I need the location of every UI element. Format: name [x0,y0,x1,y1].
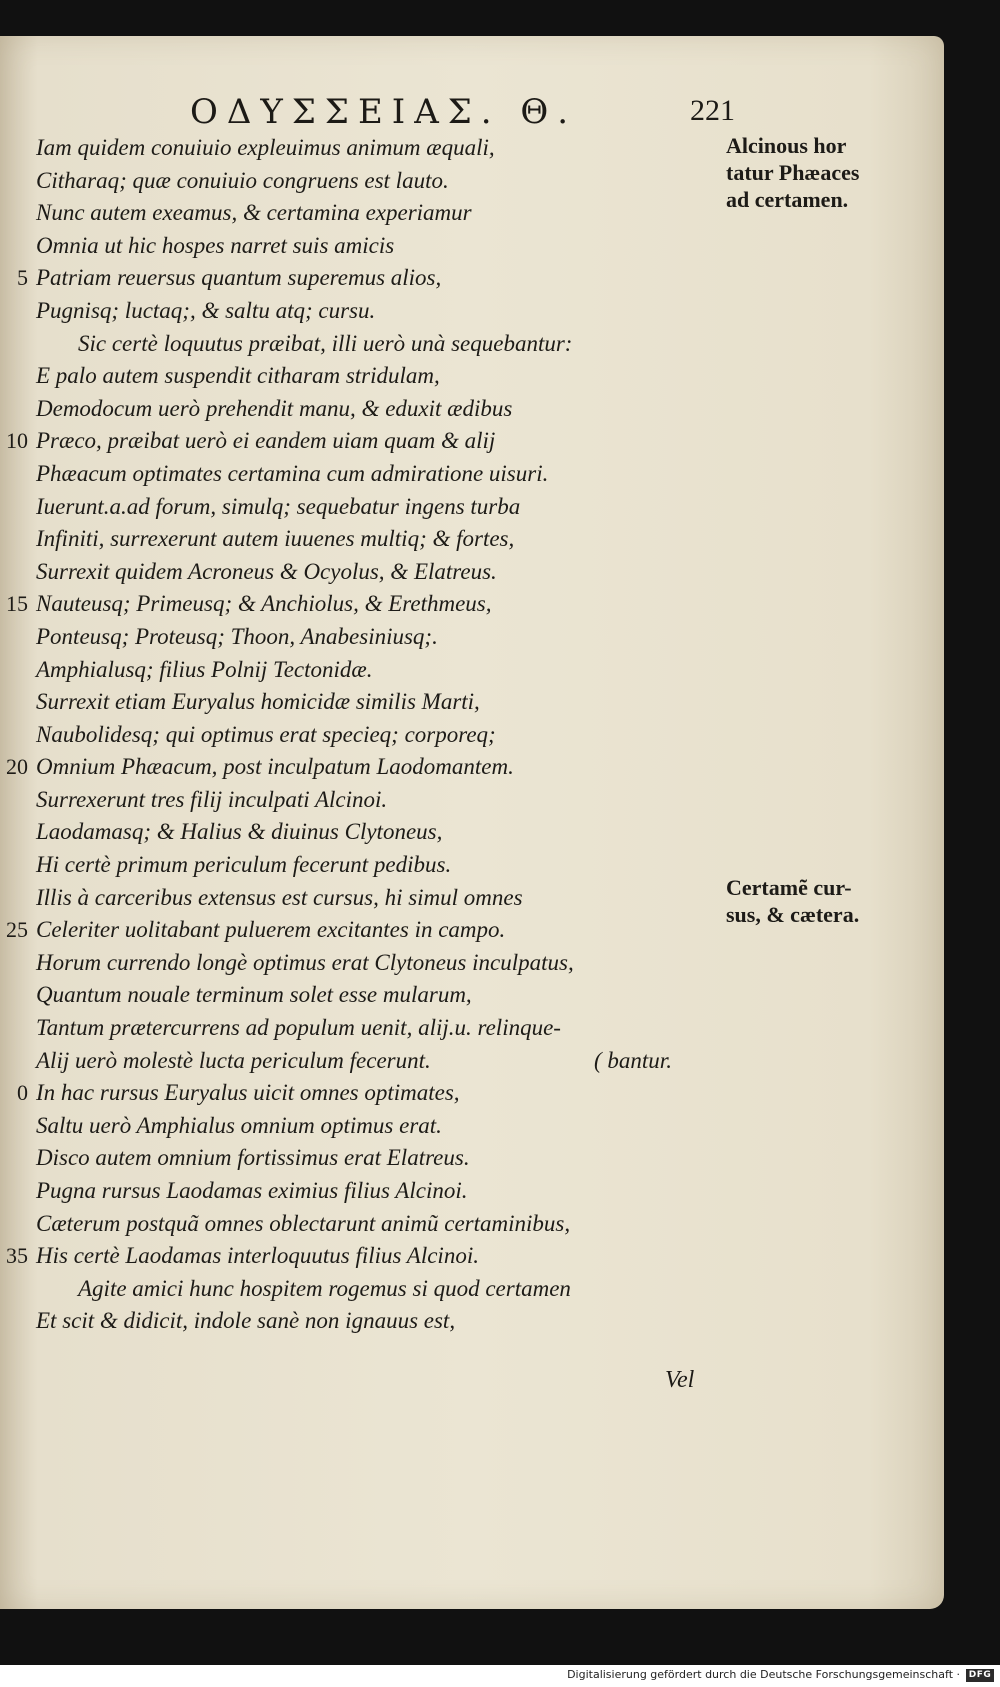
verse-text: Cæterum postquã omnes oblectarunt animũ certaminibus, [36,1210,571,1236]
verse-line [36,328,726,361]
verse-line [6,1240,726,1273]
verse-text: Nauteusq; Primeusq; & Anchiolus, & Erethmeus, [36,591,492,617]
catchword: Vel [665,1367,695,1393]
verse-line [36,882,726,915]
verse-text: Naubolidesq; qui optimus erat specieq; corporeq; [36,721,496,747]
dfg-logo: DFG [966,1669,994,1682]
verse-text: Laodamasq; & Halius & diuinus Clytoneus, [36,819,443,845]
line-number: 10 [6,428,28,454]
verse-text: Pugna rursus Laodamas eximius filius Alcinoi. [36,1178,468,1203]
verse-line [6,751,726,784]
verse-text: Iuerunt.a.ad forum, simulq; sequebatur ingens turba [36,493,521,519]
verse-line [36,1305,726,1338]
verse-text: Agite amici hunc hospitem rogemus si quod certamen [78,1275,571,1301]
verse-line [36,132,726,165]
verse-line [36,784,726,817]
verse-line [6,425,726,458]
verse-text: Horum currendo longè optimus erat Clytoneus inculpatus, [36,949,574,975]
verse-text: Ponteusq; Proteusq; Thoon, Anabesiniusq;. [36,623,438,649]
line-number: 0 [17,1080,28,1106]
verse-text: Phæacum optimates certamina cum admiratione uisuri. [36,460,549,486]
verse-text: Disco autem omnium fortissimus erat Elatreus. [36,1145,470,1171]
verse-line [6,588,726,621]
verse-line [36,1045,726,1078]
verse-line [36,1142,726,1175]
verse-text: Pugnisq; luctaq;, & saltu atq; cursu. [36,297,376,323]
verse-line [36,979,726,1012]
verse-text: Sic certè loquutus præibat, illi uerò unà sequebantur: [78,330,573,356]
verse-text: Quantum nouale terminum solet esse mularum, [36,982,472,1008]
marginal-note-line: ad certamen. [726,187,849,212]
verse-text: Alij uerò molestè lucta periculum fecerunt. [36,1047,431,1073]
runover-text: ( bantur. [594,1047,672,1073]
verse-text: Præco, præibat uerò ei eandem uiam quam & alij [36,428,496,454]
verse-text: Infiniti, surrexerunt autem iuuenes multiq; & fortes, [36,526,515,552]
verse-text: Surrexerunt tres filij inculpati Alcinoi. [36,786,388,812]
verse-line [17,262,726,295]
marginal-note [726,132,906,213]
verse-line [36,1012,726,1045]
running-title: ΟΔΥΣΣΕΙΑΣ. Θ. [190,92,578,132]
verse-line [36,230,726,263]
marginal-note-line: tatur Phæaces [726,160,860,185]
verse-text: Amphialusq; filius Polnij Tectonidæ. [36,656,373,682]
verse-line [36,849,726,882]
verse-line [36,1110,726,1143]
funding-credit: Digitalisierung gefördert durch die Deutsche Forschungsgemeinschaft · [567,1668,960,1681]
line-number: 5 [17,265,28,291]
verse-text: Celeriter uolitabant puluerem excitantes in campo. [36,917,506,943]
line-number: 25 [6,917,28,943]
verse-line [36,686,726,719]
line-number: 20 [6,754,28,780]
verse-line [36,458,726,491]
verse-line [36,295,726,328]
book-page [0,36,944,1609]
verse-text: In hac rursus Euryalus uicit omnes optimates, [36,1080,460,1106]
verse-line [36,1175,726,1208]
line-number: 15 [6,591,28,617]
verse-line [17,1077,726,1110]
verse-text: Surrexit quidem Acroneus & Ocyolus, & Elatreus. [36,558,497,584]
line-number: 35 [6,1243,28,1269]
verse-text: Iam quidem conuiuio expleuimus animum æquali, [36,135,495,160]
page-number: 221 [690,94,735,127]
verse-text-block [6,132,726,1338]
verse-line [36,719,726,752]
marginal-note-line: Alcinous hor [726,133,847,158]
verse-text: His certè Laodamas interloquutus filius Alcinoi. [36,1243,479,1269]
verse-text: Saltu uerò Amphialus omnium optimus erat. [36,1112,442,1138]
verse-line [36,523,726,556]
verse-line [36,947,726,980]
verse-text: Tantum prætercurrens ad populum uenit, alij.u. relinque- [36,1015,561,1041]
verse-line [36,491,726,524]
verse-line [36,360,726,393]
verse-text: Illis à carceribus extensus est cursus, hi simul omnes [36,884,523,910]
verse-text: Omnia ut hic hospes narret suis amicis [36,232,395,258]
verse-line [36,621,726,654]
verse-line [36,197,726,230]
marginal-note [726,874,906,928]
verse-line [36,393,726,426]
verse-line [36,1273,726,1306]
verse-text: Surrexit etiam Euryalus homicidæ similis Marti, [36,689,480,715]
verse-text: Omnium Phæacum, post inculpatum Laodomantem. [36,754,514,780]
verse-line [36,165,726,198]
verse-line [6,914,726,947]
verse-line [36,816,726,849]
verse-line [36,1208,726,1241]
verse-text: E palo autem suspendit citharam stridulam, [36,363,440,389]
verse-text: Nunc autem exeamus, & certamina experiamur [36,200,472,226]
verse-text: Et scit & didicit, indole sanè non ignauus est, [36,1308,456,1334]
verse-text: Citharaq; quæ conuiuio congruens est lauto. [36,167,449,193]
verse-text: Hi certè primum periculum fecerunt pedibus. [36,852,452,878]
verse-text: Demodocum uerò prehendit manu, & eduxit ædibus [36,395,513,421]
marginal-note-line: sus, & cætera. [726,902,860,927]
footer-bar [0,1665,1000,1687]
marginal-note-line: Certamẽ cur- [726,875,852,900]
verse-line [36,556,726,589]
verse-line [36,654,726,687]
verse-text: Patriam reuersus quantum superemus alios, [36,265,442,291]
